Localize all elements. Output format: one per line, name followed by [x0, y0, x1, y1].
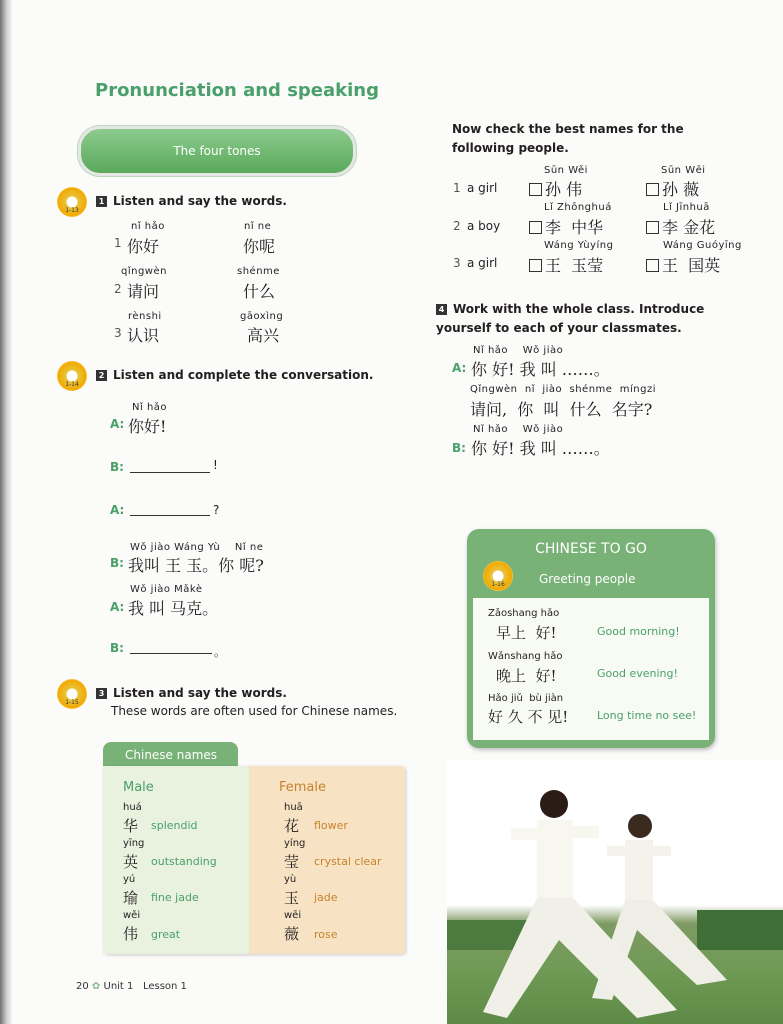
meaning: flower [314, 819, 348, 832]
flower-icon: ✿ [91, 981, 101, 992]
exercise-3-instruction: Listen and say the words. [113, 686, 287, 700]
punctuation: 。 [214, 645, 227, 659]
hanzi: 你好! [128, 417, 167, 436]
exercise-1-instruction: Listen and say the words. [113, 194, 287, 208]
hanzi: 玉 [284, 889, 300, 907]
row-number: 2 [114, 282, 122, 296]
exercise-2-instruction: Listen and complete the conversation. [113, 368, 374, 382]
pinyin: Nǐ hǎo [132, 402, 168, 413]
hanzi: 孙 薇 [662, 180, 700, 199]
person-type: a girl [467, 181, 498, 195]
pinyin: Hǎo jiǔ bù jiàn [488, 693, 564, 704]
female-heading: Female [279, 780, 327, 795]
hanzi: 我 叫 马克。 [128, 599, 219, 618]
pinyin: Lǐ Jīnhuā [663, 202, 710, 213]
pinyin: yù [284, 874, 297, 885]
pinyin: yú [123, 874, 136, 885]
checkbox[interactable] [646, 259, 659, 272]
meaning: rose [314, 928, 338, 941]
hanzi: 什么 [243, 282, 276, 301]
audio-cd-icon[interactable] [57, 679, 87, 709]
book-spine-shadow [0, 0, 12, 1024]
pinyin: Wáng Guóyīng [663, 240, 742, 251]
track-number: 1-16 [491, 581, 505, 588]
hanzi: 王 国英 [662, 256, 721, 275]
chinese-to-go-subtitle: Greeting people [539, 572, 636, 586]
checkbox[interactable] [529, 221, 542, 234]
track-number: 1-13 [65, 207, 79, 214]
unit-label: Unit 1 [103, 981, 134, 992]
exercise-number: 3 [96, 688, 107, 699]
name-option-b[interactable] [646, 177, 699, 200]
track-number: 1-14 [65, 381, 79, 388]
speaker-label: A: [110, 417, 125, 431]
name-option-a[interactable] [529, 177, 582, 200]
speaker-label: B: [110, 641, 124, 655]
answer-blank[interactable] [130, 458, 210, 473]
meaning: Good morning! [597, 625, 680, 638]
pinyin: gāoxìng [240, 311, 284, 322]
hanzi: 你好 [127, 237, 160, 256]
hanzi: 早上 好! [496, 624, 557, 642]
audio-cd-icon[interactable] [483, 561, 513, 591]
hanzi: 王 玉莹 [545, 256, 604, 275]
hanzi: 认识 [127, 326, 160, 345]
row-number: 1 [453, 181, 461, 195]
exercise-number: 2 [96, 370, 107, 381]
meaning: jade [314, 891, 338, 904]
hanzi: 瑜 [123, 889, 139, 907]
answer-blank[interactable] [130, 639, 212, 654]
name-option-b[interactable] [646, 215, 715, 238]
meaning: splendid [151, 819, 198, 832]
exercise-3-heading [96, 686, 287, 700]
section-title: Pronunciation and speaking [95, 80, 379, 101]
speaker-label: B: [452, 441, 466, 455]
audio-cd-icon[interactable] [57, 187, 87, 217]
pinyin: Sūn Wēi [661, 165, 706, 176]
row-number: 2 [453, 219, 461, 233]
audio-cd-icon[interactable] [57, 361, 87, 391]
pinyin: Wáng Yùyíng [544, 240, 614, 251]
speaker-label: A: [110, 503, 125, 517]
hanzi: 请问 [127, 282, 160, 301]
pinyin: qǐngwèn [121, 266, 167, 277]
meaning: crystal clear [314, 855, 382, 868]
hanzi: 晚上 好! [496, 667, 557, 685]
name-option-a[interactable] [529, 253, 603, 276]
meaning: fine jade [151, 891, 199, 904]
tai-chi-illustration [447, 760, 783, 1024]
pinyin: yíng [284, 838, 306, 849]
pinyin: Zǎoshang hǎo [488, 608, 560, 619]
row-number: 3 [114, 326, 122, 340]
pinyin: rènshi [128, 311, 162, 322]
chinese-names-table [103, 766, 405, 954]
check-names-instruction: Now check the best names for the following people. [452, 122, 684, 155]
speaker-label: B: [110, 460, 124, 474]
phrase-list [473, 598, 709, 740]
pinyin: Nǐ hǎo Wǒ jiào [473, 424, 564, 435]
female-names-column [249, 766, 405, 954]
hanzi: 英 [123, 853, 139, 871]
exercise-2-heading [96, 368, 373, 382]
hanzi: 好 久 不 见! [488, 708, 569, 726]
speaker-label: A: [110, 600, 125, 614]
chinese-to-go-title: CHINESE TO GO [535, 541, 647, 557]
pinyin: huá [123, 802, 142, 813]
track-number: 1-15 [65, 699, 79, 706]
person-type: a girl [467, 256, 498, 270]
page-number: 20 [76, 981, 89, 992]
hanzi: 我叫 王 玉。你 呢? [128, 556, 264, 575]
checkbox[interactable] [529, 259, 542, 272]
row-number: 1 [114, 236, 122, 250]
hanzi: 高兴 [247, 326, 280, 345]
hanzi: 花 [284, 817, 300, 835]
four-tones-label: The four tones [173, 144, 261, 158]
page-footer [76, 981, 187, 992]
answer-blank[interactable] [130, 501, 210, 516]
punctuation: ? [213, 503, 220, 517]
exercise-number: 4 [436, 304, 447, 315]
pinyin: Nǐ hǎo Wǒ jiào [473, 345, 564, 356]
checkbox[interactable] [529, 183, 542, 196]
pinyin: Qǐngwèn nǐ jiào shénme míngzi [470, 384, 657, 395]
hanzi: 李 中华 [545, 218, 604, 237]
exercise-4-instruction: Work with the whole class. Introduce yourself to each of your classmates. [436, 302, 705, 335]
checkbox[interactable] [646, 183, 659, 196]
pinyin: shénme [237, 266, 280, 277]
pinyin: Wǎnshang hǎo [488, 651, 563, 662]
pinyin: Wǒ jiào Wáng Yù Nǐ ne [130, 542, 264, 553]
pinyin: wěi [123, 910, 141, 921]
speaker-label: B: [110, 556, 124, 570]
hanzi: 你呢 [243, 237, 276, 256]
pinyin: nǐ hǎo [131, 221, 165, 232]
hanzi: 请问, 你 叫 什么 名字? [470, 400, 653, 419]
name-option-a[interactable] [529, 215, 603, 238]
exercise-3-note: These words are often used for Chinese names. [111, 704, 398, 718]
exercise-4-heading [436, 300, 741, 338]
hanzi: 李 金花 [662, 218, 716, 237]
pinyin: nǐ ne [244, 221, 272, 232]
meaning: outstanding [151, 855, 217, 868]
person-type: a boy [467, 219, 501, 233]
hanzi: 孙 伟 [545, 180, 583, 199]
tai-chi-photo [447, 760, 783, 1024]
pinyin: Wǒ jiào Mǎkè [130, 584, 203, 595]
chinese-to-go-box [467, 529, 715, 748]
exercise-1-heading [96, 194, 287, 208]
chinese-names-tab: Chinese names [103, 742, 238, 768]
name-option-b[interactable] [646, 253, 720, 276]
lesson-label: Lesson 1 [142, 981, 187, 992]
exercise-number: 1 [96, 196, 107, 207]
male-heading: Male [123, 780, 154, 795]
hanzi: 薇 [284, 925, 300, 943]
meaning: Long time no see! [597, 709, 697, 722]
meaning: great [151, 928, 181, 941]
four-tones-pill [78, 126, 356, 176]
pinyin: wēi [284, 910, 302, 921]
pinyin: Sūn Wěi [544, 165, 588, 176]
punctuation: ! [213, 458, 218, 472]
row-number: 3 [453, 256, 461, 270]
hanzi: 莹 [284, 853, 300, 871]
speaker-label: A: [452, 361, 467, 375]
pinyin: Lǐ Zhōnghuá [544, 202, 612, 213]
hanzi: 你 好! 我 叫 ……。 [471, 360, 610, 379]
hanzi: 伟 [123, 925, 139, 943]
hanzi: 华 [123, 817, 139, 835]
hanzi: 你 好! 我 叫 ……。 [471, 439, 610, 458]
pinyin: huā [284, 802, 303, 813]
pinyin: yīng [123, 838, 145, 849]
male-names-column [103, 766, 249, 954]
meaning: Good evening! [597, 667, 678, 680]
checkbox[interactable] [646, 221, 659, 234]
